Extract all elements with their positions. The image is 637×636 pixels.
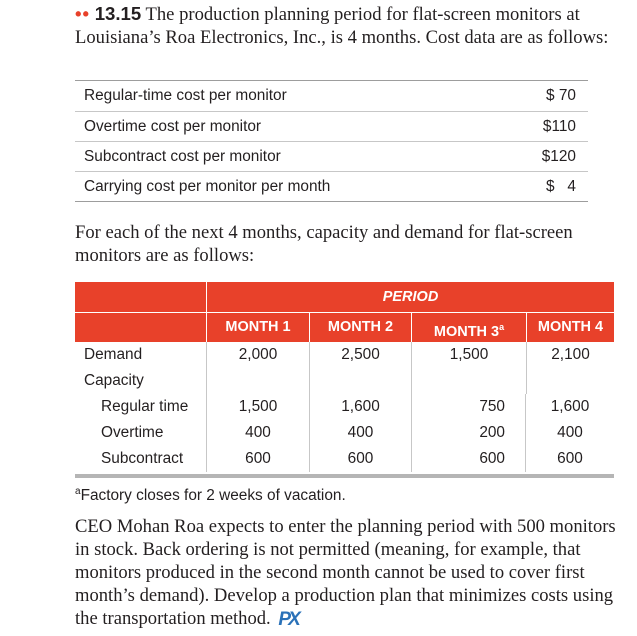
table-row-demand [75,342,614,368]
cost-data-table [75,80,588,202]
table-cell: 600 [411,446,525,472]
cost-row [75,141,588,171]
table-header-months-row [75,312,614,342]
table-cell: 2,500 [309,342,411,368]
row-label: Regular time [101,398,189,415]
table-cell: 1,500 [411,342,526,368]
cost-value: $120 [541,147,576,165]
table-cell: 600 [309,446,411,472]
problem-number: 13.15 [94,3,142,24]
px-logo-x: X [288,609,301,630]
month-1-header: MONTH 1 [206,313,309,342]
row-label: Capacity [84,372,144,389]
problem-statement [75,2,620,49]
closing-paragraph [75,515,623,630]
month-3-label: MONTH 3 [433,323,500,340]
table-cell: 400 [206,420,309,446]
table-body [75,342,614,472]
table-cell: 400 [525,420,614,446]
table-cell [411,368,526,394]
cost-row [75,81,588,111]
cost-label: Regular-time cost per monitor [84,87,287,104]
row-label: Subcontract [101,450,184,467]
table-cell: 750 [411,394,525,420]
table-row-subcontract [75,446,614,472]
table-cell: 600 [525,446,614,472]
difficulty-dots: •• [75,3,91,24]
month-2-header: MONTH 2 [309,313,411,342]
cost-value: $ 70 [546,87,576,104]
table-header-period-row [75,282,614,312]
cost-row [75,111,588,141]
table-cell [526,368,614,394]
px-logo [278,611,300,629]
table-row-regular-time [75,394,614,420]
cost-label: Carrying cost per monitor per month [84,177,331,195]
cost-value: $110 [542,117,576,135]
table-cell [206,368,309,394]
capacity-demand-table [75,282,614,478]
row-label: Demand [84,346,143,363]
cost-label: Subcontract cost per monitor [84,147,281,165]
capacity-intro-text: For each of the next 4 months, capacity and demand for flat-screen monitors are as follows: [75,222,573,266]
table-cell: 200 [411,420,525,446]
month-4-header: MONTH 4 [526,313,614,342]
table-cell: 1,500 [206,394,309,420]
row-label: Overtime [101,424,164,441]
table-footnote [75,481,346,507]
table-cell: 1,600 [525,394,614,420]
month-3-header [411,313,526,342]
cost-value: $ 4 [546,177,576,195]
period-header: PERIOD [206,282,614,312]
cost-label: Overtime cost per monitor [84,117,262,135]
footnote-mark: a [75,486,81,497]
table-cell: 600 [206,446,309,472]
table-bottom-rule [75,474,614,478]
table-cell: 1,600 [309,394,411,420]
table-cell [309,368,411,394]
table-cell: 2,100 [526,342,614,368]
table-cell: 400 [309,420,411,446]
table-cell: 2,000 [206,342,309,368]
px-logo-p: P [278,609,292,630]
problem-intro-text: The production planning period for flat-screen monitors at Louisiana’s Roa Electronics, Inc., is 4 months. Cost data are as follows: [75,4,609,48]
table-row-capacity [75,368,614,394]
footnote-marker: a [499,322,505,332]
cost-row [75,171,588,201]
table-row-overtime [75,420,614,446]
header-blank-cell [75,313,206,342]
footnote-text: Factory closes for 2 weeks of vacation. [80,487,346,505]
closing-text: CEO Mohan Roa expects to enter the planning period with 500 monitors in stock. Back ordering is not permitted (meaning, for example, that monitors produced in the second month cannot be used to cover first month’s demand). Develop a production plan that minimizes costs using the transportation method. [75,516,616,629]
header-blank-cell [75,282,206,312]
